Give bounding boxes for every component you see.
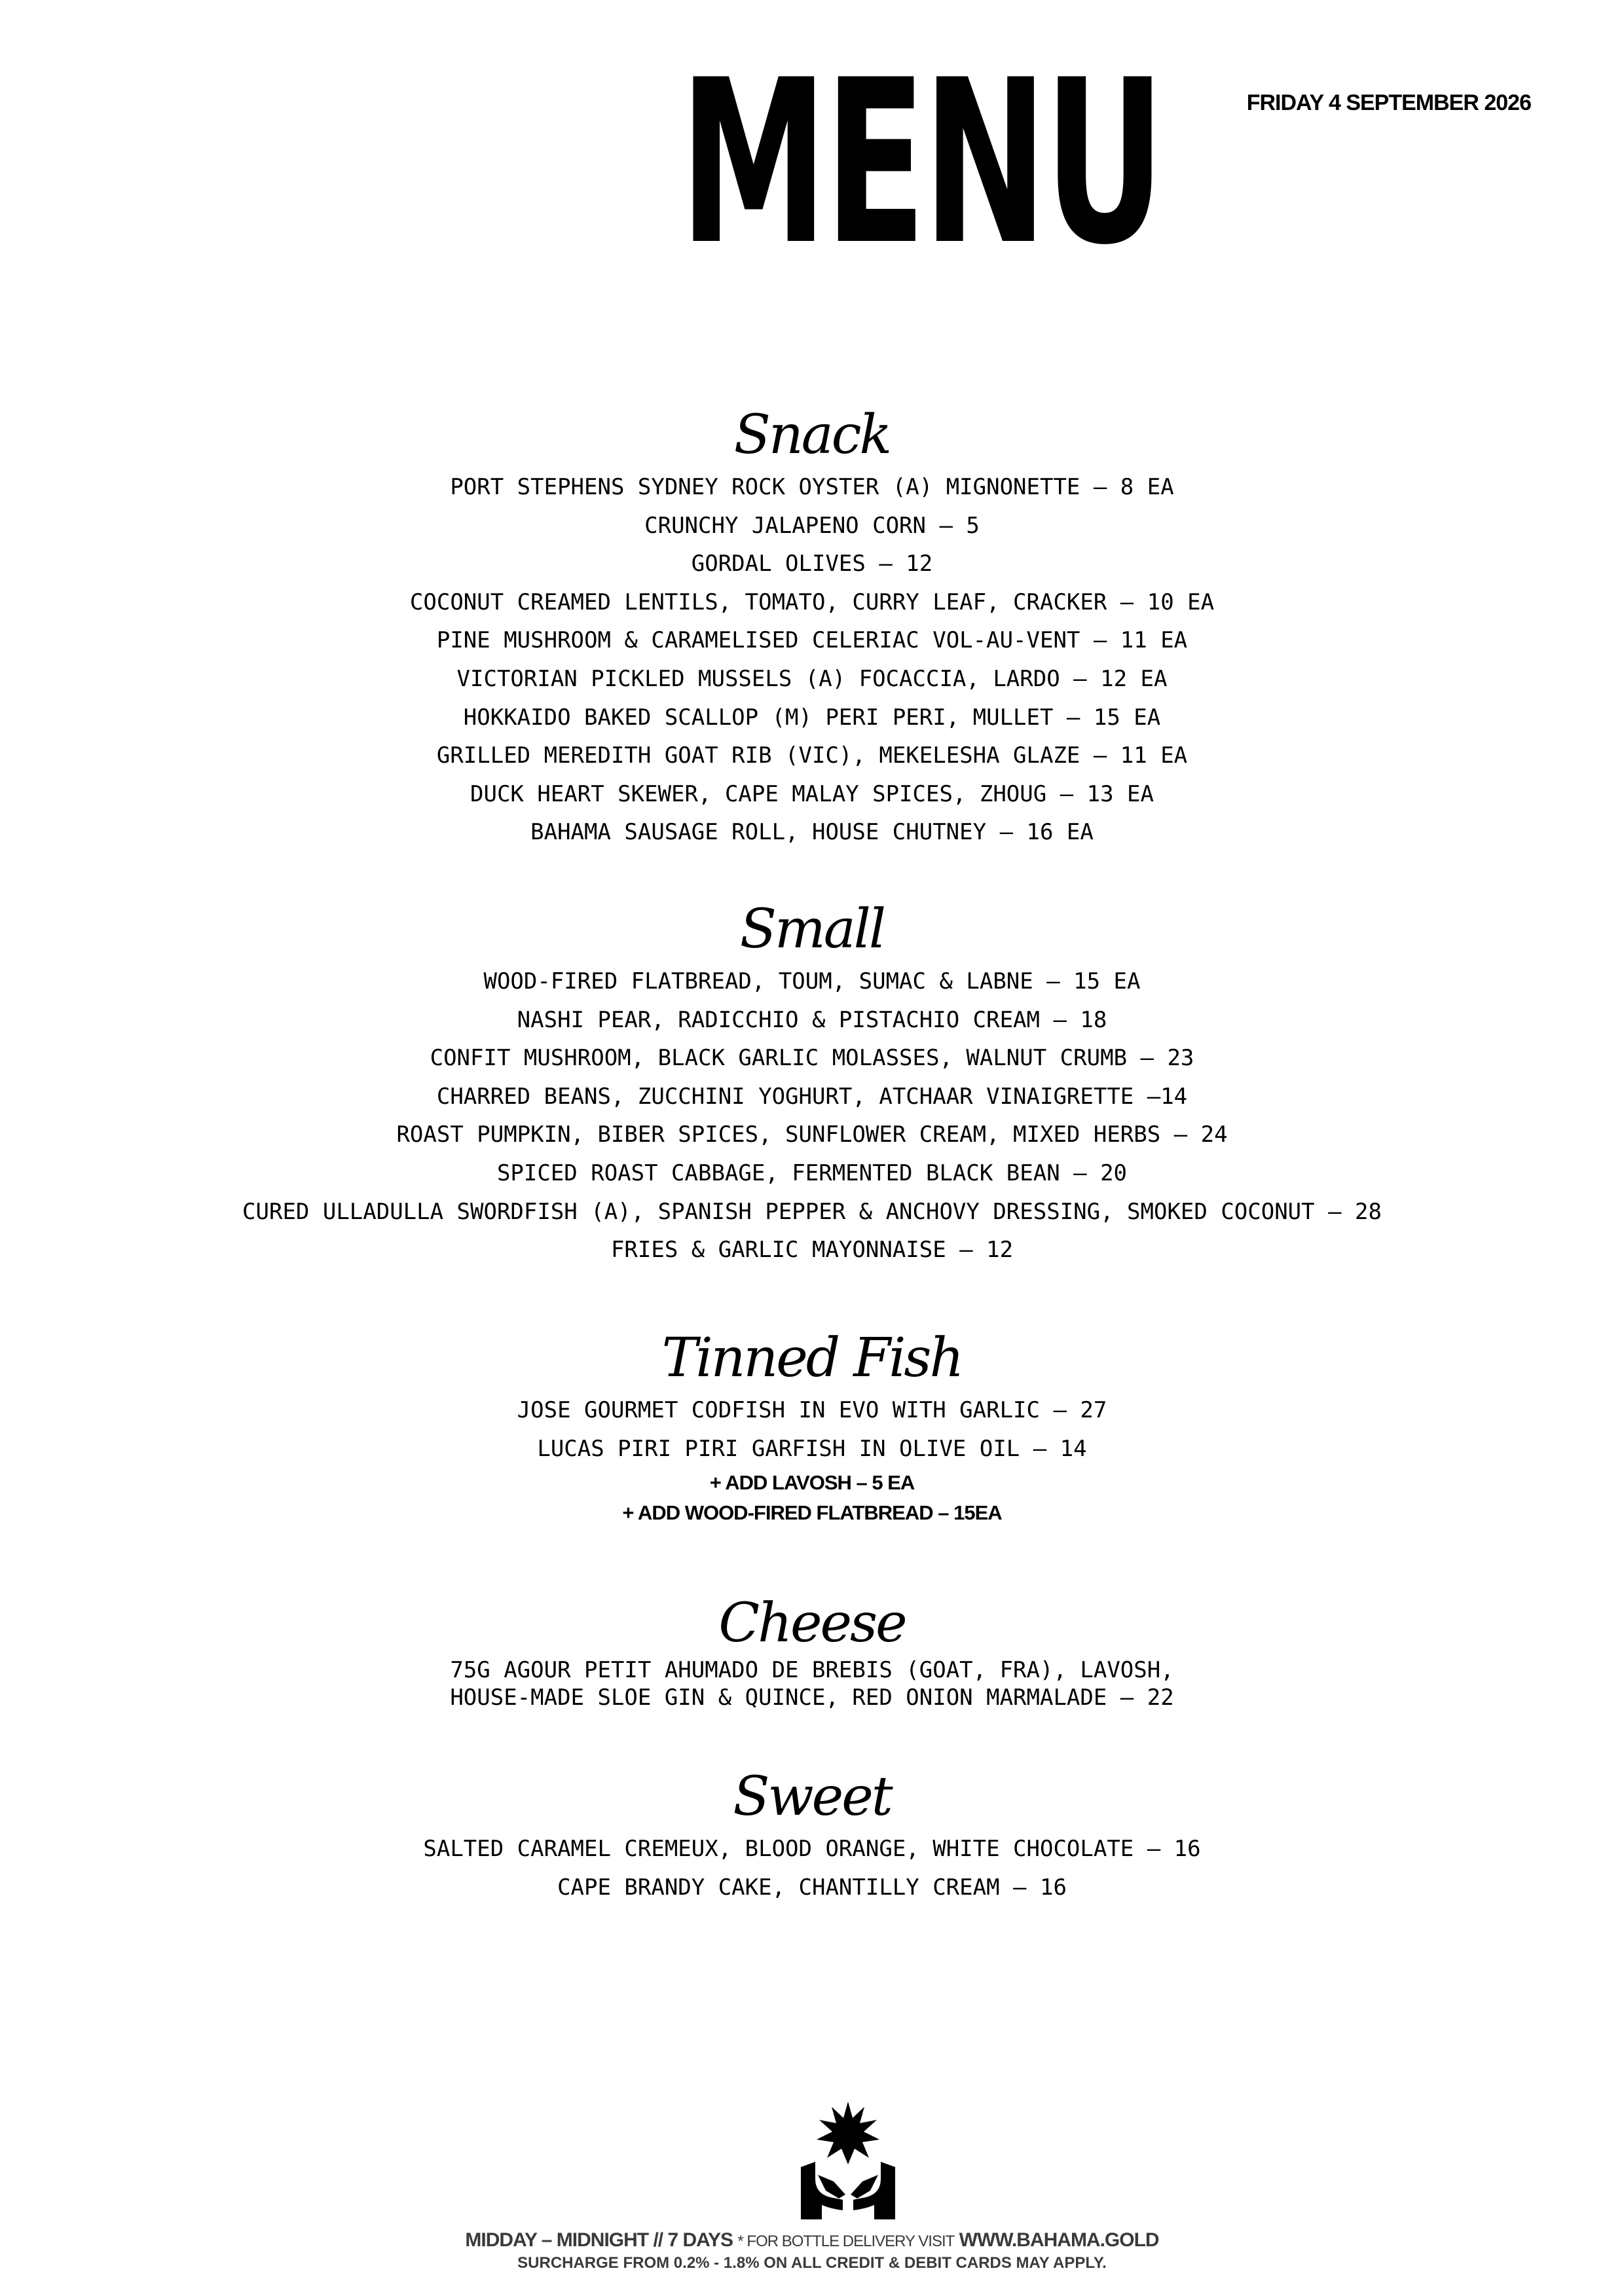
menu-item: SALTED CARAMEL CREMEUX, BLOOD ORANGE, WHITE CHOCOLATE – 16 bbox=[423, 1836, 1201, 1862]
menu-item: VICTORIAN PICKLED MUSSELS (A) FOCACCIA, LARDO – 12 EA bbox=[456, 665, 1168, 692]
section-cheese bbox=[0, 1591, 1624, 1711]
tinned-fish-item-list bbox=[0, 1391, 1624, 1468]
menu-item: WOOD-FIRED FLATBREAD, TOUM, SUMAC & LABNE – 15 EA bbox=[483, 968, 1141, 994]
menu-item: PORT STEPHENS SYDNEY ROCK OYSTER (A) MIGNONETTE – 8 EA bbox=[450, 474, 1174, 500]
menu-item: CONFIT MUSHROOM, BLACK GARLIC MOLASSES, WALNUT CRUMB – 23 bbox=[430, 1045, 1194, 1072]
section-small bbox=[0, 897, 1624, 1269]
menu-item: HOKKAIDO BAKED SCALLOP (M) PERI PERI, MULLET – 15 EA bbox=[463, 704, 1161, 731]
menu-title: MENU bbox=[679, 32, 1162, 295]
menu-item: GORDAL OLIVES – 12 bbox=[691, 551, 933, 577]
menu-item: FRIES & GARLIC MAYONNAISE – 12 bbox=[610, 1237, 1014, 1264]
section-sweet bbox=[0, 1764, 1624, 1906]
menu-item: GRILLED MEREDITH GOAT RIB (VIC), MEKELESHA GLAZE – 11 EA bbox=[436, 742, 1188, 769]
addon-lavosh: + ADD LAVOSH – 5 EA bbox=[709, 1471, 915, 1495]
footer-delivery-note: * FOR BOTTLE DELIVERY VISIT bbox=[737, 2232, 955, 2250]
menu-item: LUCAS PIRI PIRI GARFISH IN OLIVE OIL – 14 bbox=[537, 1435, 1087, 1462]
menu-item: CHARRED BEANS, ZUCCHINI YOGHURT, ATCHAAR VINAIGRETTE –14 bbox=[436, 1083, 1188, 1110]
section-snack bbox=[0, 403, 1624, 852]
menu-item: CRUNCHY JALAPENO CORN – 5 bbox=[644, 512, 980, 539]
footer-hours: MIDDAY – MIDNIGHT // 7 DAYS bbox=[465, 2229, 733, 2251]
menu-item: PINE MUSHROOM & CARAMELISED CELERIAC VOL-AU-VENT – 11 EA bbox=[436, 627, 1188, 654]
addon-flatbread: + ADD WOOD-FIRED FLATBREAD – 15EA bbox=[622, 1501, 1002, 1525]
section-heading-tinned-fish: Tinned Fish bbox=[661, 1327, 963, 1389]
menu-item: NASHI PEAR, RADICCHIO & PISTACHIO CREAM – 18 bbox=[517, 1006, 1107, 1033]
footer-surcharge: SURCHARGE FROM 0.2% - 1.8% ON ALL CREDIT & DEBIT CARDS MAY APPLY. bbox=[517, 2254, 1107, 2272]
menu-item: JOSE GOURMET CODFISH IN EVO WITH GARLIC – 27 bbox=[517, 1397, 1107, 1423]
section-heading-snack: Snack bbox=[733, 404, 891, 466]
small-item-list bbox=[0, 962, 1624, 1269]
cheese-line-2: HOUSE-MADE SLOE GIN & QUINCE, RED ONION MARMALADE – 22 bbox=[450, 1685, 1174, 1711]
snack-item-list bbox=[0, 468, 1624, 852]
section-heading-sweet: Sweet bbox=[733, 1766, 891, 1828]
menu-item: CAPE BRANDY CAKE, CHANTILLY CREAM – 16 bbox=[557, 1874, 1067, 1901]
section-heading-small: Small bbox=[739, 898, 885, 960]
menu-item: BAHAMA SAUSAGE ROLL, HOUSE CHUTNEY – 16 EA bbox=[530, 819, 1094, 846]
section-heading-cheese: Cheese bbox=[718, 1592, 906, 1654]
sun-hands-icon bbox=[796, 2102, 900, 2226]
menu-item: SPICED ROAST CABBAGE, FERMENTED BLACK BEAN – 20 bbox=[496, 1159, 1128, 1186]
footer-website-link[interactable]: WWW.BAHAMA.GOLD bbox=[959, 2229, 1159, 2251]
cheese-line-1: 75G AGOUR PETIT AHUMADO DE BREBIS (GOAT, FRA), LAVOSH, bbox=[450, 1657, 1174, 1683]
menu-item: ROAST PUMPKIN, BIBER SPICES, SUNFLOWER CREAM, MIXED HERBS – 24 bbox=[396, 1121, 1228, 1148]
footer-hours-line bbox=[0, 2229, 1624, 2251]
sweet-item-list bbox=[0, 1830, 1624, 1906]
menu-date: FRIDAY 4 SEPTEMBER 2026 bbox=[1246, 90, 1531, 115]
menu-item: CURED ULLADULLA SWORDFISH (A), SPANISH PEPPER & ANCHOVY DRESSING, SMOKED COCONUT – 28 bbox=[242, 1198, 1382, 1225]
menu-item: COCONUT CREAMED LENTILS, TOMATO, CURRY LEAF, CRACKER – 10 EA bbox=[409, 589, 1215, 615]
section-tinned-fish bbox=[0, 1326, 1624, 1528]
menu-item: DUCK HEART SKEWER, CAPE MALAY SPICES, ZHOUG – 13 EA bbox=[470, 780, 1154, 807]
